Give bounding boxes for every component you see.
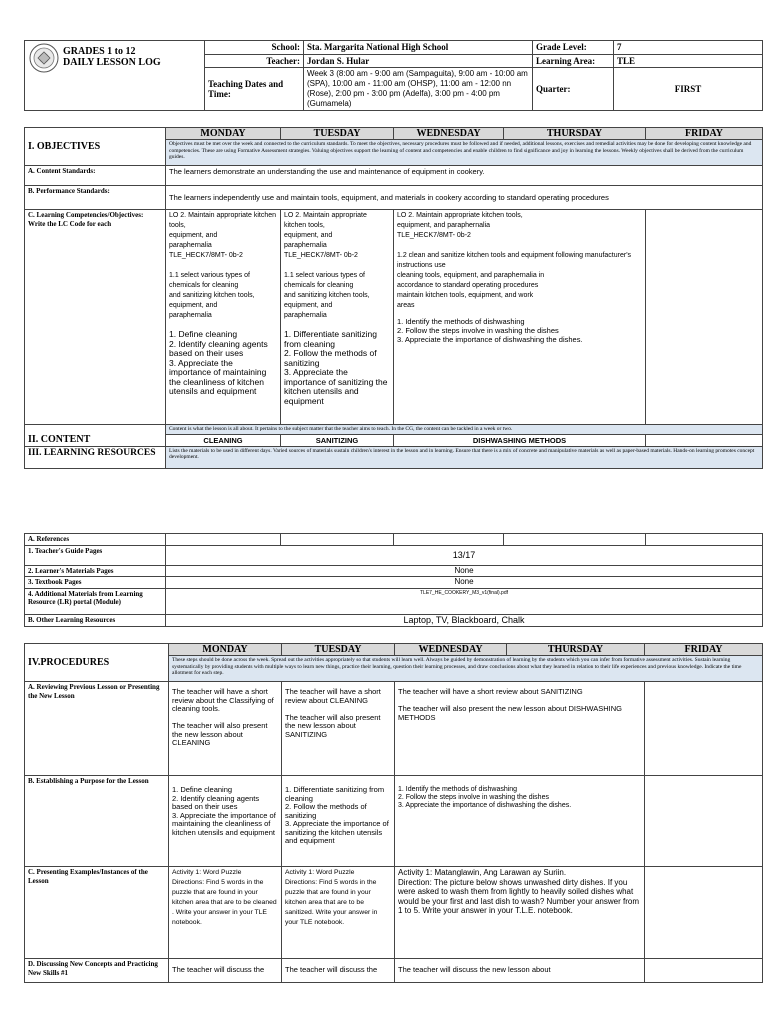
procedures-table: [24, 643, 763, 983]
proc-c-label: C. Presenting Examples/Instances of the Lesson: [25, 867, 169, 959]
proc-a-tuesday: The teacher will have a short review about CLEANING The teacher will also present the new lesson about SANITIZING: [282, 682, 395, 776]
content-heading: II. CONTENT: [25, 425, 166, 447]
proc-d-monday: The teacher will discuss the: [169, 959, 282, 983]
learners-materials-label: 2. Learner's Materials Pages: [25, 565, 166, 577]
proc-b-monday: 1. Define cleaning 2. Identify cleaning agents based on their uses 3. Appreciate the importance of maintaining the cleanliness of kitchen utensils and equipment: [169, 776, 282, 867]
proc-d-tuesday: The teacher will discuss the: [282, 959, 395, 983]
additional-materials-label: 4. Additional Materials from Learning Resource (LR) portal (Module): [25, 588, 166, 614]
day-wednesday: WEDNESDAY: [394, 128, 504, 140]
objectives-table: [24, 127, 763, 469]
resources-note: Lists the materials to be used in different days. Varied sources of materials sustain children's interest in the lesson and in learning. Ensure that there is a mix of concrete and manipulative materials as well as paper-based materials. Hands-on learning promotes concept development.: [166, 446, 763, 468]
learners-materials-value: None: [166, 565, 763, 577]
proc-d-label: D. Discussing New Concepts and Practicing New Skills #1: [25, 959, 169, 983]
school-value: Sta. Margarita National High School: [304, 41, 533, 55]
header-table: [24, 40, 763, 111]
quarter-value: FIRST: [614, 68, 763, 111]
school-label: School:: [205, 41, 304, 55]
procedures-note: These steps should be done across the week. Spread out the activities appropriately so that students will learn well. Always be guided by demonstration of learning by the students which you can infer from formative assessment activities. Sustain learning systematically by providing students with multiple ways to learn new things, practice their learning, question their learning processes, and draw conclusions about what they learned in relation to their life experiences and previous knowledge. Indicate the time allotment for each step.: [169, 656, 763, 682]
proc-c-friday: [645, 867, 763, 959]
textbook-value: None: [166, 577, 763, 589]
grade-label: Grade Level:: [533, 41, 614, 55]
proc-b-wednesday: 1. Identify the methods of dishwashing 2. Follow the steps involve in washing the dishes 3. Appreciate the importance of dishwashing the dishes.: [395, 776, 645, 867]
proc-day-wednesday: WEDNESDAY: [395, 644, 507, 656]
textbook-label: 3. Textbook Pages: [25, 577, 166, 589]
resources-heading: III. LEARNING RESOURCES: [25, 446, 166, 468]
proc-a-label: A. Reviewing Previous Lesson or Presenting the New Lesson: [25, 682, 169, 776]
quarter-label: Quarter:: [533, 68, 614, 111]
proc-c-monday: Activity 1: Word Puzzle Directions: Find 5 words in the puzzle that are found in your kitchen area that are to be cleaned . Write your answer in your TLE notebook.: [169, 867, 282, 959]
content-standards-label: A. Content Standards:: [25, 166, 166, 186]
competencies-friday: [646, 210, 763, 425]
objectives-note: Objectives must be met over the week and connected to the curriculum standards. To meet the objectives, necessary procedures must be followed and if needed, additional lessons, exercises and remedial activities may be done for developing content knowledge and competencies. These are using Formative Assessment strategies. Valuing objectives support the learning of content and competencies and enable children to find significance and joy in learning the lessons. Weekly objectives shall be derived from the curriculum guides.: [166, 140, 763, 166]
competencies-tuesday: [281, 210, 394, 425]
grade-value: 7: [614, 41, 763, 55]
proc-day-tuesday: TUESDAY: [282, 644, 395, 656]
title-line1: GRADES 1 to 12: [63, 46, 136, 57]
competencies-monday: [166, 210, 281, 425]
day-thursday: THURSDAY: [504, 128, 646, 140]
content-monday: CLEANING: [166, 434, 281, 446]
proc-c-tuesday: Activity 1: Word Puzzle Directions: Find 5 words in the puzzle that are found in your kitchen area that are to be sanitized. Write your answer in your TLE notebook.: [282, 867, 395, 959]
competencies-monday-lo: LO 2. Maintain appropriate kitchen tools, equipment, and paraphernalia TLE_HECK7/8MT- 0b-2 1.1 select various types of chemicals for cleaning and sanitizing kitchen tools, equipment, and paraphernalia: [169, 212, 277, 319]
proc-a-wednesday: The teacher will have a short review about SANITIZING The teacher will also present the new lesson about DISHWASHING METHODS: [395, 682, 645, 776]
area-label: Learning Area:: [533, 54, 614, 68]
content-tuesday: SANITIZING: [281, 434, 394, 446]
proc-b-label: B. Establishing a Purpose for the Lesson: [25, 776, 169, 867]
day-tuesday: TUESDAY: [281, 128, 394, 140]
proc-c-wednesday: Activity 1: Matanglawin, Ang Larawan ay Suriin. Direction: The picture below shows unwashed dirty dishes. If you were asked to wash them from lightly to heavily soiled dishes what would be your first and last dish to wash? Number your answer from 1 to 5. Write your answer in your T.L.E. notebook.: [395, 867, 645, 959]
competencies-wednesday: [394, 210, 646, 425]
proc-d-wednesday: The teacher will discuss the new lesson about: [395, 959, 645, 983]
time-value: Week 3 (8:00 am - 9:00 am (Sampaguita), 9:00 am - 10:00 am (SPA), 10:00 am - 11:00 am (OHSP), 11:00 am - 12:00 nn (Rose), 2:00 pm - 3:00 pm (Adelfa), 3:00 pm - 4:00 pm (Gumamela): [304, 68, 533, 111]
title-line2: DAILY LESSON LOG: [63, 57, 161, 68]
references-table: [24, 533, 763, 627]
competencies-wednesday-objectives: 1. Identify the methods of dishwashing 2. Follow the steps involve in washing the dishes 3. Appreciate the importance of dishwashing the dishes.: [397, 317, 583, 344]
proc-b-tuesday: 1. Differentiate sanitizing from cleaning 2. Follow the methods of sanitizing 3. Appreciate the importance of sanitizing the kitchen utensils and equipment: [282, 776, 395, 867]
proc-day-monday: MONDAY: [169, 644, 282, 656]
additional-materials-value: TLE7_HE_COOKERY_M3_v1(final).pdf: [166, 588, 763, 614]
day-monday: MONDAY: [166, 128, 281, 140]
teacher-value: Jordan S. Hular: [304, 54, 533, 68]
competencies-label: C. Learning Competencies/Objectives: Write the LC Code for each: [25, 210, 166, 425]
proc-a-monday: The teacher will have a short review about the Classifying of cleaning tools. The teacher will also present the new lesson about CLEANING: [169, 682, 282, 776]
header-logo-cell: [25, 41, 205, 111]
performance-standards-value: The learners independently use and maintain tools, equipment, and materials in cookery according to standard operating procedures: [166, 186, 763, 210]
other-resources-label: B. Other Learning Resources: [25, 614, 166, 626]
day-friday: FRIDAY: [646, 128, 763, 140]
content-friday: [646, 434, 763, 446]
content-note: Content is what the lesson is all about. It pertains to the subject matter that the teacher aims to teach. In the CG, the content can be tackled in a week or two.: [166, 425, 763, 435]
proc-d-friday: [645, 959, 763, 983]
references-label: A. References: [25, 534, 166, 546]
competencies-wednesday-lo: LO 2. Maintain appropriate kitchen tools, equipment, and paraphernalia TLE_HECK7/8MT- 0b-2 1.2 clean and sanitize kitchen tools and equipment following manufacturer's instructions use cleaning tools, equipment, and paraphernalia in accordance to standard operating procedures maintain kitchen tools, equipment, and work areas: [397, 212, 632, 309]
teacher-label: Teacher:: [205, 54, 304, 68]
proc-b-friday: [645, 776, 763, 867]
competencies-tuesday-lo: LO 2. Maintain appropriate kitchen tools, equipment, and paraphernalia TLE_HECK7/8MT- 0b-2 1.1 select various types of chemicals for cleaning and sanitizing kitchen tools, equipment, and paraphernalia: [284, 212, 370, 319]
content-wednesday: DISHWASHING METHODS: [394, 434, 646, 446]
teachers-guide-value: 13/17: [166, 545, 763, 565]
objectives-heading: I. OBJECTIVES: [25, 128, 166, 166]
competencies-monday-objectives: 1. Define cleaning 2. Identify cleaning agents based on their uses 3. Appreciate the importance of maintaining the cleanliness of kitchen utensils and equipment: [169, 329, 268, 396]
proc-day-thursday: THURSDAY: [507, 644, 645, 656]
competencies-tuesday-objectives: 1. Differentiate sanitizing from cleaning 2. Follow the methods of sanitizing 3. Appreciate the importance of sanitizing the kitchen utensils and equipment: [284, 329, 388, 406]
teachers-guide-label: 1. Teacher's Guide Pages: [25, 545, 166, 565]
content-standards-value: The learners demonstrate an understanding the use and maintenance of equipment in cookery.: [166, 166, 763, 186]
other-resources-value: Laptop, TV, Blackboard, Chalk: [166, 614, 763, 626]
proc-a-friday: [645, 682, 763, 776]
area-value: TLE: [614, 54, 763, 68]
performance-standards-label: B. Performance Standards:: [25, 186, 166, 210]
procedures-heading: IV.PROCEDURES: [25, 644, 169, 682]
proc-day-friday: FRIDAY: [645, 644, 763, 656]
time-label: Teaching Dates and Time:: [205, 68, 304, 111]
